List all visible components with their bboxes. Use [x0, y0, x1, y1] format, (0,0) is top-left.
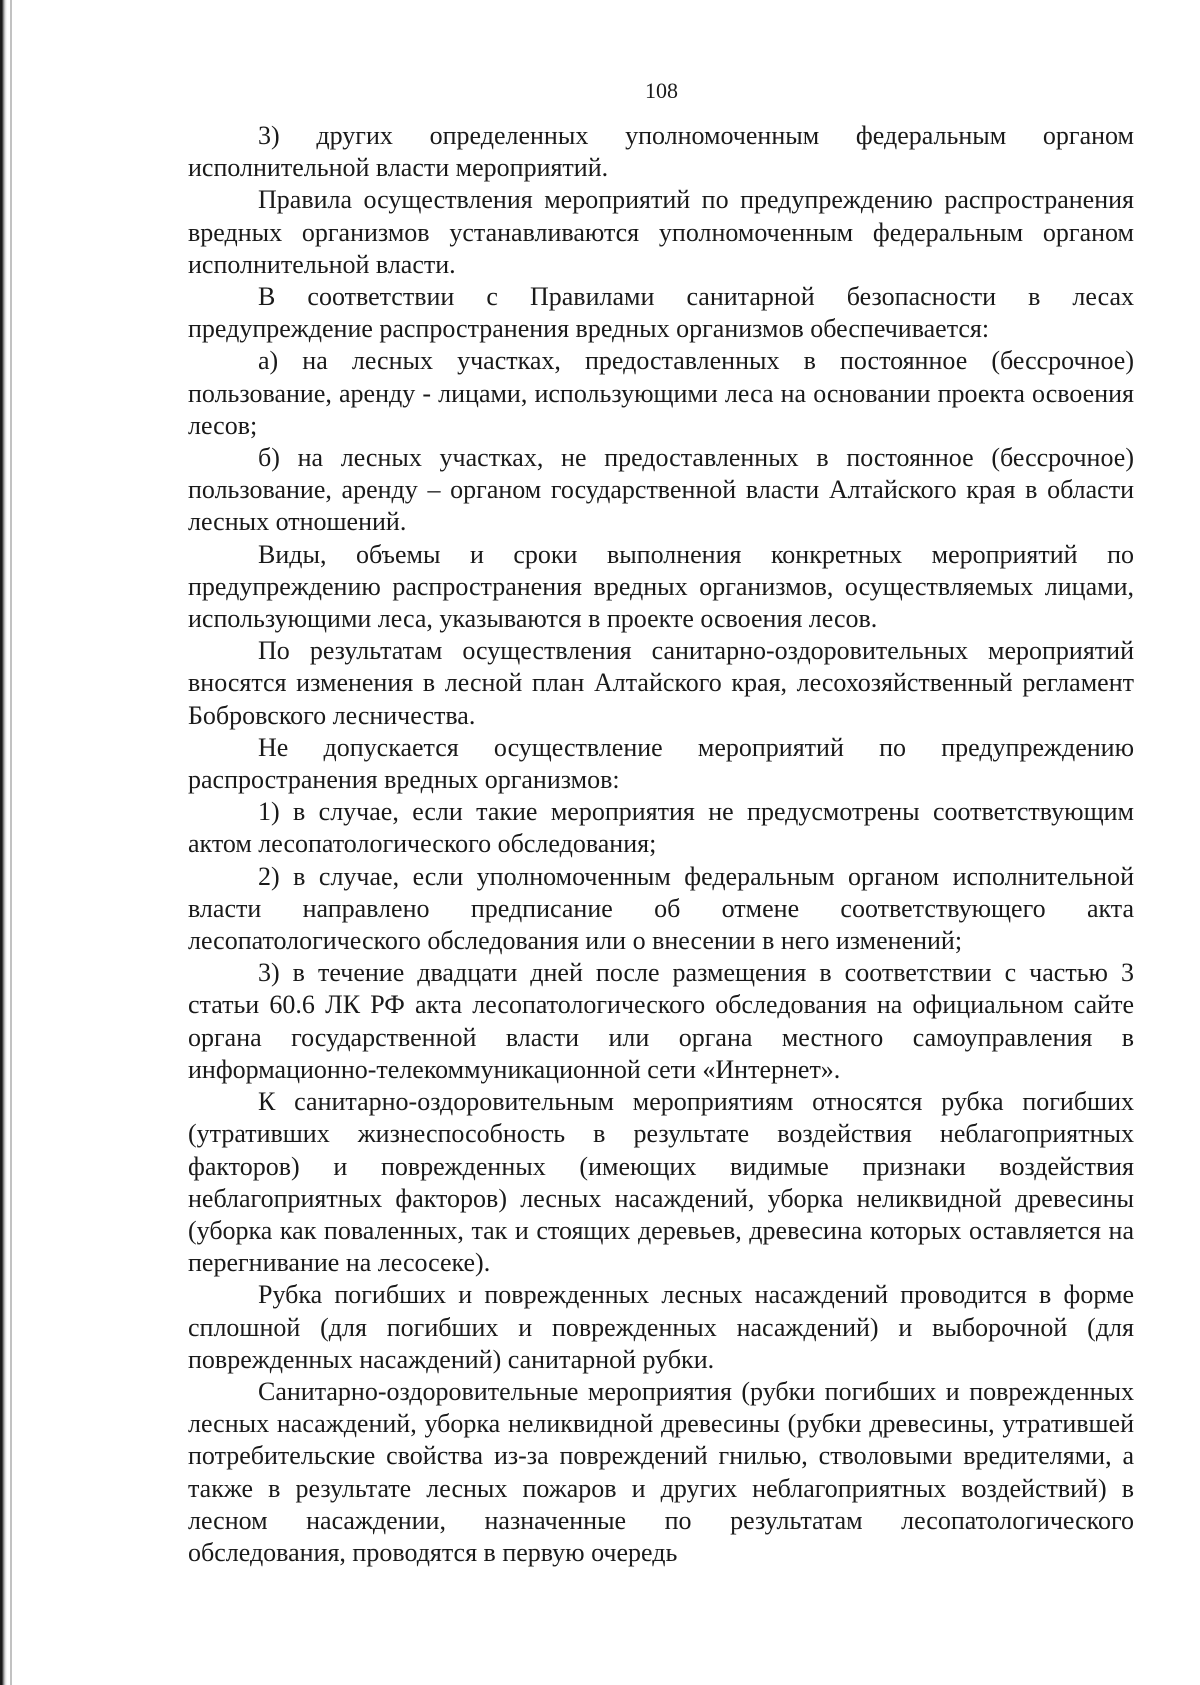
paragraph: К санитарно-оздоровительным мероприятиям относятся рубка погибших (утративших жизнеспособность в результате воздействия неблагоприятных факторов) и поврежденных (имеющих видимые признаки воздействия неблагоприятных факторов) лесных насаждений, уборка неликвидной древесины (уборка как поваленных, так и стоящих деревьев, древесина которых оставляется на перегнивание на лесосеке).: [188, 1087, 1134, 1278]
scan-edge: [0, 0, 7, 1685]
paragraph: Санитарно-оздоровительные мероприятия (рубки погибших и поврежденных лесных насаждений, уборка неликвидной древесины (рубки древесины, утратившей потребительские свойства из-за повреждений гнилью, стволовыми вредителями, а также в результате лесных пожаров и других неблагоприятных воздействий) в лесном насаждении, назначенные по результатам лесопатологического обследования, проводятся в первую очередь: [188, 1376, 1134, 1567]
scan-edge-line: [10, 0, 12, 1685]
page-number: 108: [645, 78, 678, 103]
paragraph: 1) в случае, если такие мероприятия не предусмотрены соответствующим актом лесопатологического обследования;: [188, 797, 1134, 859]
paragraph: 3) в течение двадцати дней после размещения в соответствии с частью 3 статьи 60.6 ЛК РФ акта лесопатологического обследования на официальном сайте органа государственной власти или органа местного самоуправления в информационно-телекоммуникационной сети «Интернет».: [188, 958, 1134, 1084]
paragraph: б) на лесных участках, не предоставленных в постоянное (бессрочное) пользование, аренду – органом государственной власти Алтайского края в области лесных отношений.: [188, 443, 1134, 537]
paragraph: Виды, объемы и сроки выполнения конкретных мероприятий по предупреждению распространения вредных организмов, осуществляемых лицами, использующими леса, указываются в проекте освоения лесов.: [188, 539, 1134, 634]
document-body: [188, 120, 1134, 1569]
paragraph: По результатам осуществления санитарно-оздоровительных мероприятий вносятся изменения в лесной план Алтайского края, лесохозяйственный регламент Бобровского лесничества.: [188, 636, 1134, 730]
paragraph: а) на лесных участках, предоставленных в постоянное (бессрочное) пользование, аренду - лицами, использующими леса на основании проекта освоения лесов;: [188, 346, 1134, 440]
paragraph: В соответствии с Правилами санитарной безопасности в лесах предупреждение распространения вредных организмов обеспечивается:: [188, 282, 1134, 344]
paragraph: 3) других определенных уполномоченным федеральным органом исполнительной власти мероприятий.: [188, 121, 1134, 183]
paragraph: Правила осуществления мероприятий по предупреждению распространения вредных организмов устанавливаются уполномоченным федеральным органом исполнительной власти.: [188, 185, 1134, 279]
paragraph: 2) в случае, если уполномоченным федеральным органом исполнительной власти направлено предписание об отмене соответствующего акта лесопатологического обследования или о внесении в него изменений;: [188, 861, 1134, 956]
paragraph: Рубка погибших и поврежденных лесных насаждений проводится в форме сплошной (для погибших и поврежденных насаждений) и выборочной (для поврежденных насаждений) санитарной рубки.: [188, 1280, 1134, 1374]
paragraph: Не допускается осуществление мероприятий по предупреждению распространения вредных организмов:: [188, 732, 1134, 795]
